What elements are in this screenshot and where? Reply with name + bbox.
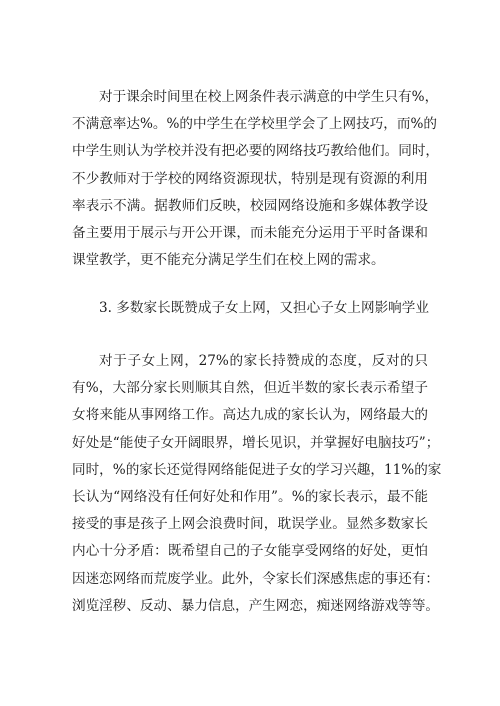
text-line: 率表示不满。据教师们反映，校园网络设施和多媒体教学设 <box>72 197 428 214</box>
section-heading: 3. 多数家长既赞成子女上网，又担心子女上网影响学业 <box>99 300 429 316</box>
text-line: 课堂教学，更不能充分满足学生们在校上网的需求。 <box>72 252 385 269</box>
text-line: 内心十分矛盾：既希望自己的子女能享受网络的好处，更怕 <box>72 543 428 560</box>
text-line: 对于课余时间里在校上网条件表示满意的中学生只有%， <box>99 89 439 105</box>
text-line: 同时，%的家长还觉得网络能促进子女的学习兴趣，11%的家 <box>72 461 442 478</box>
paragraph-teacher-student-satisfaction <box>72 84 440 274</box>
text-line: 备主要用于展示与开公开课，而未能充分运用于平时备课和 <box>72 225 428 242</box>
text-line: 中学生则认为学校并没有把必要的网络技巧教给他们。同时， <box>72 143 440 160</box>
text-line: 不满意率达%。%的中学生在学校里学会了上网技巧，而%的 <box>72 116 437 133</box>
text-line: 长认为“网络没有任何好处和作用”。%的家长表示，最不能 <box>72 489 428 506</box>
text-line: 对于子女上网，27%的家长持赞成的态度，反对的只 <box>99 353 428 369</box>
text-line: 有%，大部分家长则顺其自然，但近半数的家长表示希望子 <box>72 380 428 397</box>
text-line: 接受的事是孩子上网会浪费时间，耽误学业。显然多数家长 <box>72 516 428 533</box>
text-line: 浏览淫秽、反动、暴力信息，产生网恋，痴迷网络游戏等等。 <box>72 597 440 614</box>
paragraph-parent-attitudes <box>72 348 442 620</box>
text-line: 不少教师对于学校的网络资源现状，特别是现有资源的利用 <box>72 170 428 187</box>
text-line: 因迷恋网络而荒废学业。此外，令家长们深感焦虑的事还有： <box>72 570 440 587</box>
text-line: 女将来能从事网络工作。高达九成的家长认为，网络最大的 <box>72 407 428 424</box>
text-line: 好处是“能使子女开阔眼界，增长见识，并掌握好电脑技巧”； <box>72 434 440 451</box>
